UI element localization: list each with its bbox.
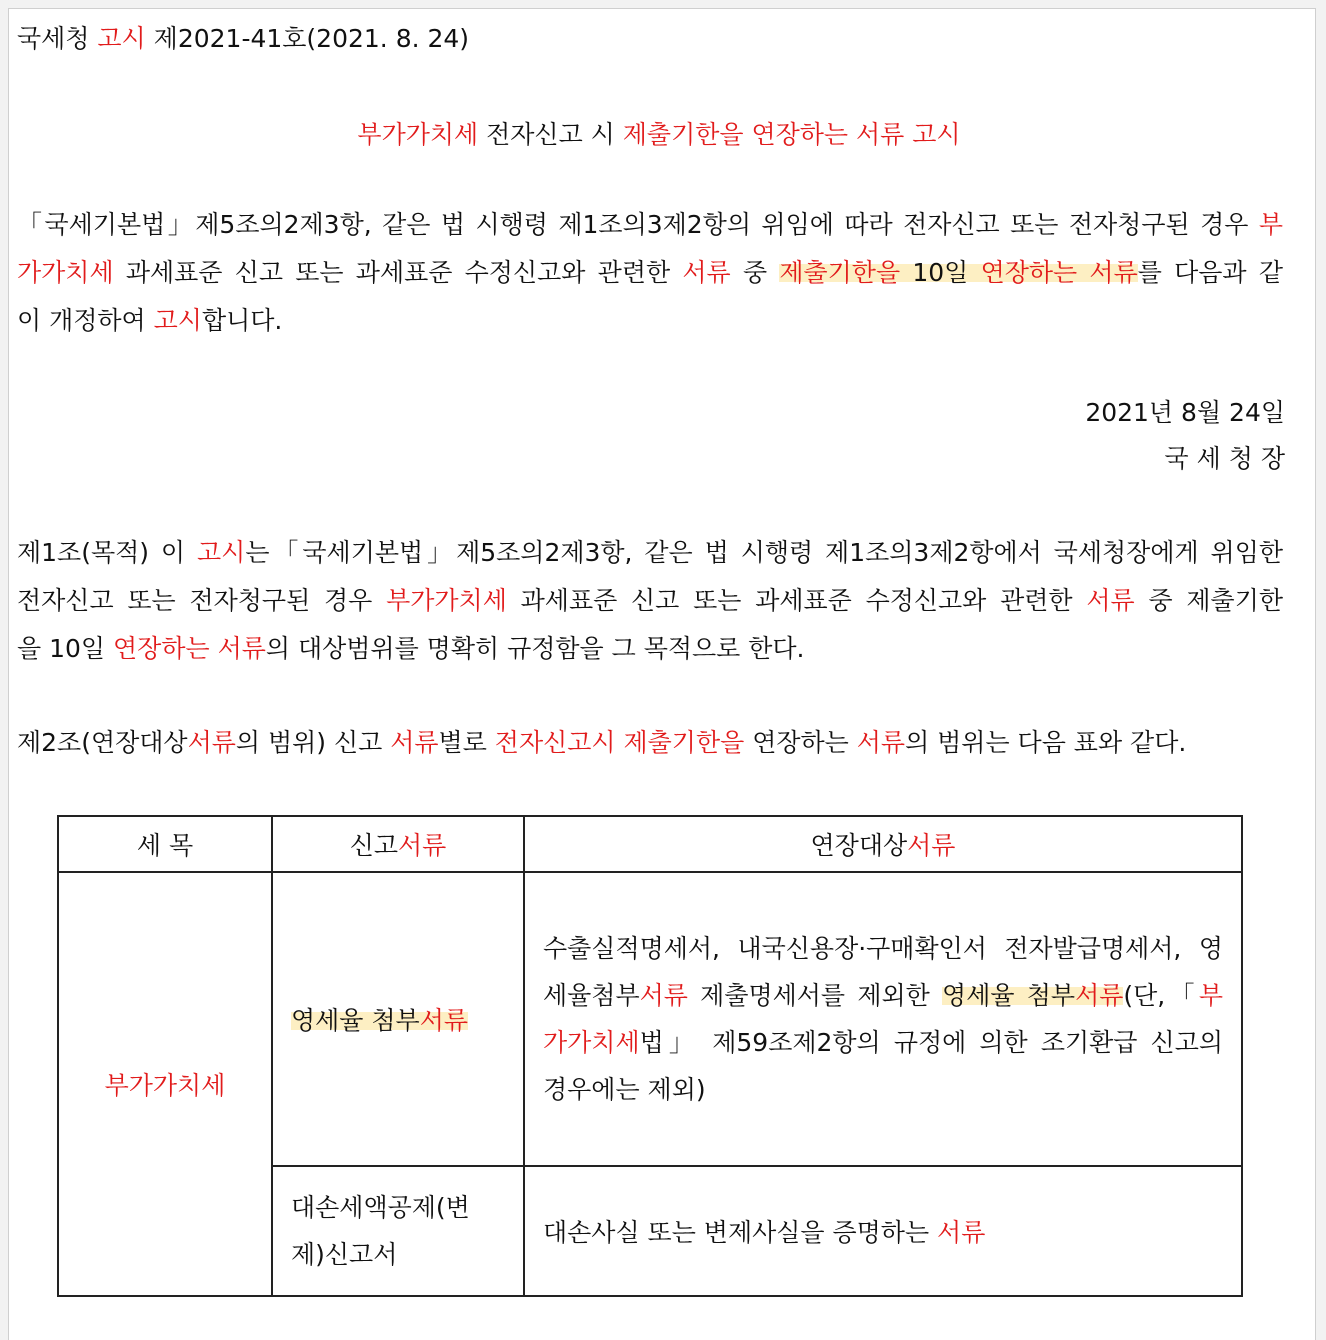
header-prefix: 국세청 (17, 24, 98, 53)
header-report-docs: 신고서류 (272, 816, 524, 872)
extension-documents-table (57, 815, 1243, 1297)
highlighted-phrase: 영세율 첨부서류 (291, 1006, 469, 1035)
table-header-row (58, 816, 1242, 872)
article-2: 제2조(연장대상서류의 범위) 신고 서류별로 전자신고시 제출기한을 연장하는 서류의 범위는 다음 표와 같다. (17, 728, 1187, 757)
document-title: 부가가치세 전자신고 시 제출기한을 연장하는 서류 고시 (357, 120, 961, 149)
intro-paragraph (17, 201, 1283, 345)
intro-line-3: 이 개정하여 고시합니다. (17, 306, 283, 335)
report-doc-cell: 대손세액공제(변 제)신고서 (272, 1166, 524, 1296)
tax-item-cell: 부가가치세 (58, 872, 272, 1296)
header-notice: 고시 (97, 24, 146, 53)
intro-line-2: 가가치세 과세표준 신고 또는 과세표준 수정신고와 관련한 서류 중 제출기한을 10일 연장하는 서류를 다음과 같 (17, 258, 1283, 287)
highlighted-phrase: 영세율 첨부서류 (942, 981, 1124, 1010)
extension-doc-cell: 대손사실 또는 변제사실을 증명하는 서류 (524, 1166, 1242, 1296)
report-doc-cell (272, 872, 524, 1166)
article-1: 제1조(목적) 이 고시는「국세기본법」제5조의2제3항, 같은 법 시행령 제1조의3제2항에서 국세청장에게 위임한 전자신고 또는 전자청구된 경우 부가가치세 과세표준 신고 또는 과세표준 수정신고와 관련한 서류 중 제출기한 을 10일 연장하는 서류의 대상범위를 명확히 규정함을 그 목적으로 한다. (17, 538, 1284, 663)
header-tax-item: 세 목 (58, 816, 272, 872)
issuing-authority: 국 세 청 장 (1164, 444, 1285, 473)
intro-line-1: 「국세기본법」제5조의2제3항, 같은 법 시행령 제1조의3제2항의 위임에 따라 전자신고 또는 전자청구된 경우 부 (17, 210, 1283, 239)
table-row (58, 872, 1242, 1166)
document-page (8, 8, 1316, 1340)
highlighted-phrase: 제출기한을 10일 연장하는 서류 (779, 258, 1138, 287)
notice-header (17, 15, 469, 63)
header-number: 제2021-41호(2021. 8. 24) (145, 24, 470, 53)
extension-doc-cell: 수출실적명세서, 내국신용장·구매확인서 전자발급명세서, 영 세율첨부서류 제출명세서를 제외한 영세율 첨부서류(단,「부 가가치세법」 제59조제2항의 규정에 의한 조기환급 신고의 경우에는 제외) (524, 872, 1242, 1166)
header-extension-docs: 연장대상서류 (524, 816, 1242, 872)
notice-date: 2021년 8월 24일 (1085, 398, 1285, 427)
